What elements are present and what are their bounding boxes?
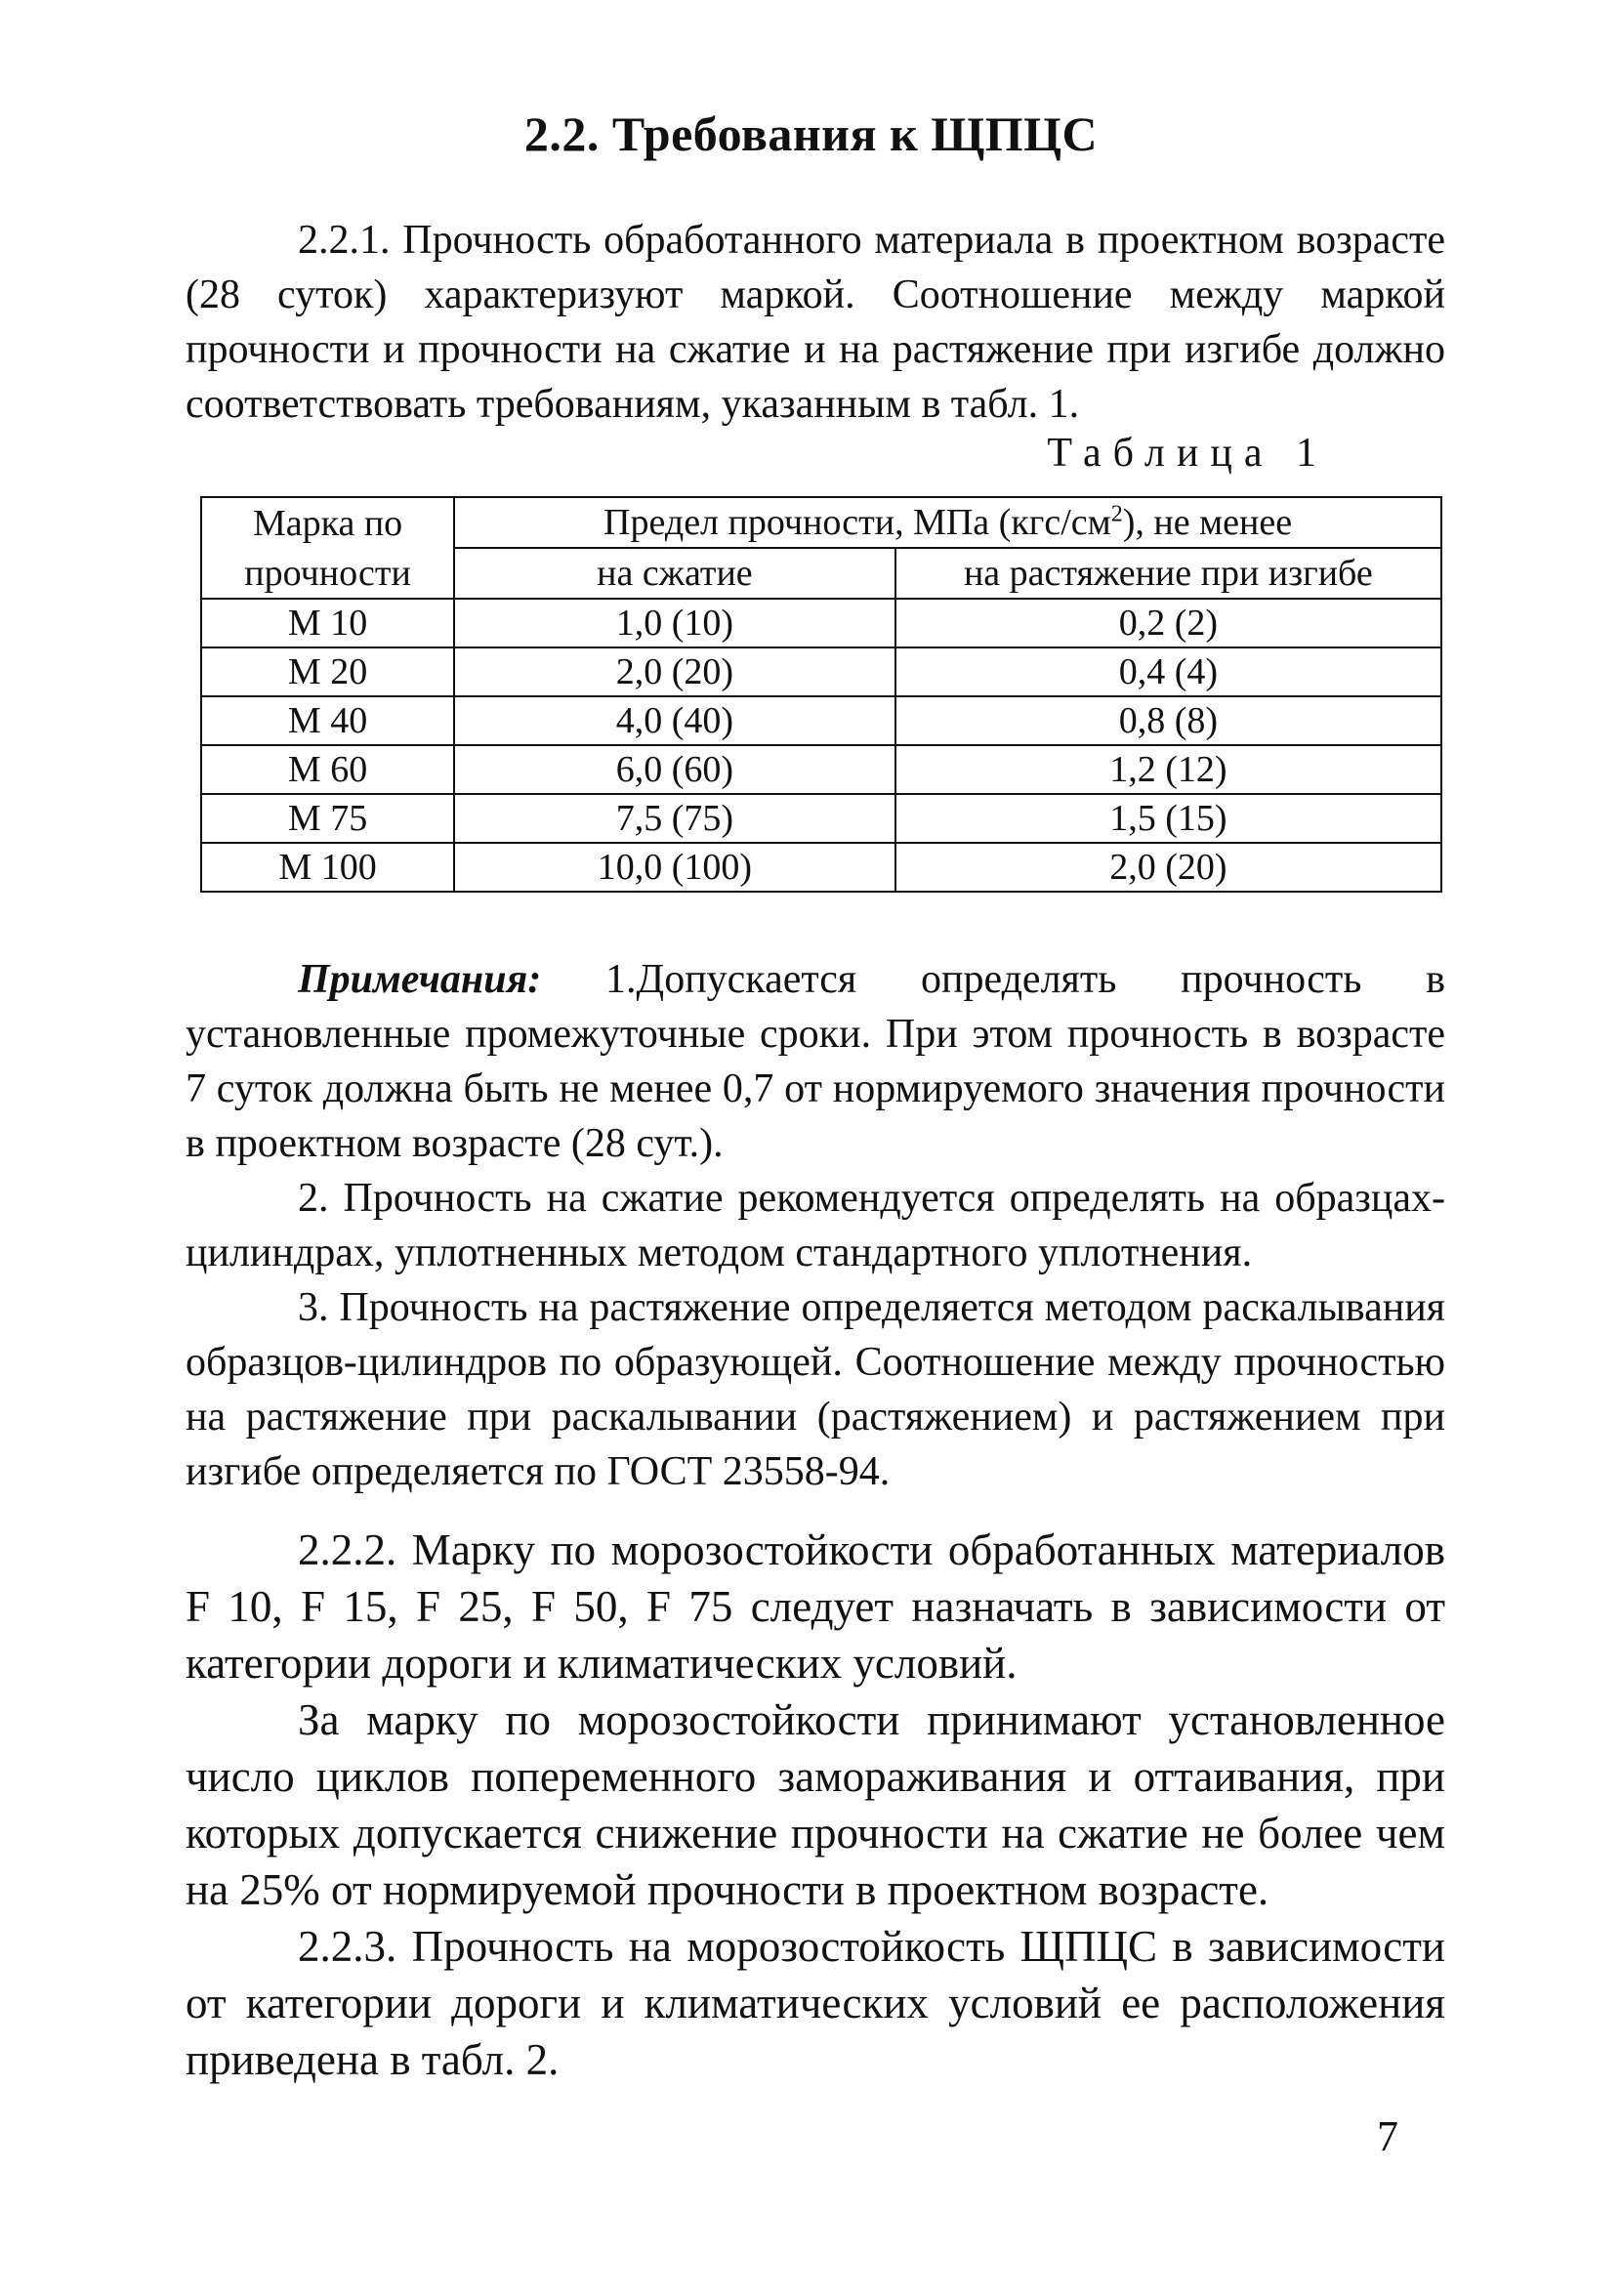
table-row [201,696,1441,745]
tension-cell: 1,2 (12) [895,745,1441,794]
compression-cell: 4,0 (40) [454,696,895,745]
compression-cell: 7,5 (75) [454,794,895,843]
compression-cell: 1,0 (10) [454,599,895,647]
grade-cell: М 10 [201,599,454,647]
page-number: 7 [1377,2112,1398,2160]
grade-cell: М 60 [201,745,454,794]
paragraph-2-2-3: 2.2.3. Прочность на морозостойкость ЩПЦС в зависимости от категории дороги и климатических условий ее расположения приведена в табл. 2. [186,1922,1445,2084]
tension-cell: 0,8 (8) [895,696,1441,745]
tension-header: на растяжение при изгибе [895,548,1441,599]
section-heading: 2.2. Требования к ЩПЦС [523,106,1099,161]
table-row [201,843,1441,892]
grade-header-line2: прочности [201,548,454,599]
notes-paragraph-2: 2. Прочность на сжатие рекомендуется определять на образцах-цилиндрах, уплотненных методом стандартного уплотнения. [186,1176,1445,1275]
grade-cell: М 20 [201,647,454,696]
paragraph-2-2-2: 2.2.2. Марку по морозостойкости обработанных материалов F 10, F 15, F 25, F 50, F 75 следует назначать в зависимости от категории дороги и климатических условий. [186,1525,1445,1688]
table-row [201,794,1441,843]
notes-paragraph-3: 3. Прочность на растяжение определяется методом раскалывания образцов-цилиндров по образующей. Соотношение между прочностью на растяжение при раскалывании (растяжением) и растяжением при изгибе определяется по ГОСТ 23558-94. [186,1285,1445,1494]
strength-group-header-sup: 2 [1110,501,1123,527]
grade-header-line1: Марка по [201,497,454,548]
strength-table [200,496,1442,893]
strength-group-header-tail: ), не менее [1122,502,1293,543]
compression-cell: 2,0 (20) [454,647,895,696]
grade-cell: М 100 [201,843,454,892]
grade-cell: М 40 [201,696,454,745]
notes-label: Примечания: [298,957,542,1002]
compression-header: на сжатие [454,548,895,599]
strength-group-header-text: Предел прочности, МПа (кгс/см [603,502,1111,543]
notes-paragraph-1 [186,952,1445,1171]
compression-cell: 6,0 (60) [454,745,895,794]
tension-cell: 0,4 (4) [895,647,1441,696]
tension-cell: 1,5 (15) [895,794,1441,843]
table-caption: Таблица 1 [1047,431,1328,476]
strength-group-header [454,497,1441,548]
grade-cell: М 75 [201,794,454,843]
table-row [201,599,1441,647]
table-header-row-1 [201,497,1441,548]
note-1-text: 1.Допускается определять прочность в установленные промежуточные сроки. При этом прочность в возрасте 7 суток должна быть не менее 0,7 от нормируемого значения прочности в проектном возрасте (28 сут.). [186,957,1445,1166]
tension-cell: 0,2 (2) [895,599,1441,647]
table-row [201,745,1441,794]
table-header-row-2 [201,548,1441,599]
table-row [201,647,1441,696]
tension-cell: 2,0 (20) [895,843,1441,892]
paragraph-2-2-2-frost: За марку по морозостойкости принимают установленное число циклов попеременного замораживания и оттаивания, при которых допускается снижение прочности на сжатие не более чем на 25% от нормируемой прочности в проектном возрасте. [186,1695,1445,1914]
compression-cell: 10,0 (100) [454,843,895,892]
paragraph-2-2-1: 2.2.1. Прочность обработанного материала в проектном возрасте (28 суток) характеризуют маркой. Соотношение между маркой прочности и прочности на сжатие и на растяжение при изгибе должно соответствовать требованиям, указанным в табл. 1. [186,218,1445,427]
